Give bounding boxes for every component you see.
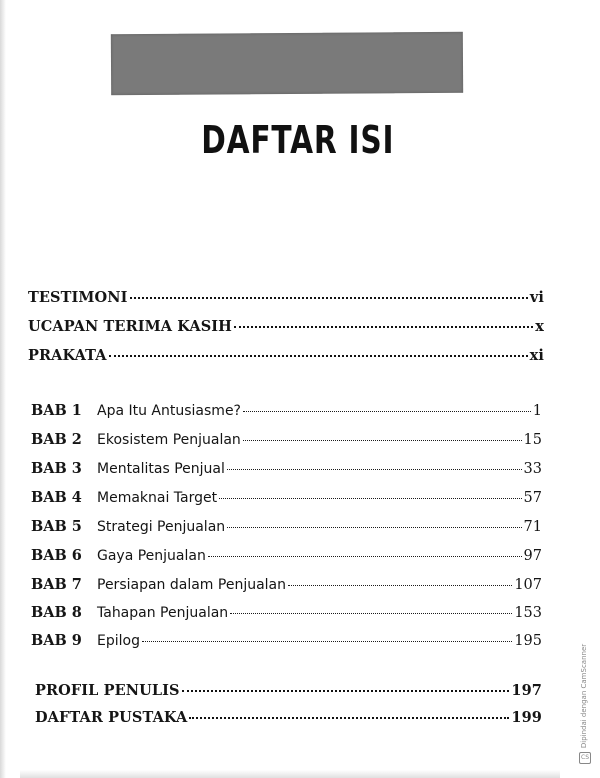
dot-leader — [130, 297, 528, 299]
chapter-number: BAB 5 — [31, 518, 82, 535]
camscanner-icon: CS — [579, 752, 591, 764]
toc-chapter-4[interactable] — [31, 489, 542, 507]
chapter-page-number: 195 — [514, 633, 542, 649]
chapter-title: Mentalitas Penjual — [97, 461, 225, 477]
toc-chapter-2[interactable] — [31, 431, 542, 449]
page-title: DAFTAR ISI — [201, 118, 395, 162]
dot-leader — [288, 585, 512, 586]
toc-page-number: vi — [529, 289, 544, 306]
toc-entry-daftar-pustaka[interactable] — [35, 709, 542, 727]
scanner-watermark-text: Dipindai dengan CamScanner — [580, 643, 588, 749]
chapter-number: BAB 4 — [31, 489, 82, 506]
dot-leader — [234, 326, 533, 328]
dot-leader — [142, 641, 512, 642]
chapter-page-number: 71 — [523, 519, 542, 535]
toc-chapter-3[interactable] — [31, 460, 542, 478]
chapter-page-number: 33 — [523, 461, 542, 477]
toc-chapter-7[interactable] — [31, 576, 542, 594]
toc-chapter-6[interactable] — [31, 547, 542, 565]
toc-chapter-1[interactable] — [31, 402, 542, 420]
page-edge — [0, 0, 6, 778]
dot-leader — [230, 613, 512, 614]
chapter-title: Memaknai Target — [97, 490, 218, 506]
chapter-number: BAB 2 — [31, 431, 82, 448]
chapter-title: Apa Itu Antusiasme? — [97, 403, 241, 419]
chapter-number: BAB 6 — [31, 547, 82, 564]
dot-leader — [189, 717, 509, 719]
dot-leader — [182, 690, 510, 692]
chapter-page-number: 57 — [523, 490, 542, 506]
toc-chapter-8[interactable] — [31, 604, 542, 622]
scanner-watermark — [577, 636, 591, 756]
chapter-title: Tahapan Penjualan — [97, 605, 229, 621]
chapter-page-number: 107 — [514, 577, 542, 593]
header-decoration-bar — [111, 32, 463, 95]
toc-entry-label: UCAPAN TERIMA KASIH — [28, 318, 232, 335]
chapter-title: Strategi Penjualan — [97, 519, 226, 535]
chapter-title: Epilog — [97, 633, 140, 649]
toc-page-number: x — [535, 318, 544, 335]
toc-page-number: xi — [529, 347, 544, 364]
dot-leader — [227, 469, 522, 470]
toc-chapter-5[interactable] — [31, 518, 542, 536]
chapter-number: BAB 1 — [31, 402, 82, 419]
chapter-number: BAB 9 — [31, 632, 82, 649]
toc-page-number: 199 — [511, 709, 542, 726]
dot-leader — [109, 355, 528, 357]
toc-entry-label: PRAKATA — [28, 347, 107, 364]
dot-leader — [227, 527, 521, 528]
scan-shadow — [20, 770, 560, 778]
toc-page-number: 197 — [511, 682, 542, 699]
toc-entry-ucapan-terima-kasih[interactable] — [28, 318, 544, 336]
toc-entry-prakata[interactable] — [28, 347, 544, 365]
chapter-title: Gaya Penjualan — [97, 548, 206, 564]
chapter-title: Ekosistem Penjualan — [97, 432, 241, 448]
dot-leader — [219, 498, 521, 499]
toc-chapter-9[interactable] — [31, 632, 542, 650]
chapter-number: BAB 3 — [31, 460, 82, 477]
chapter-page-number: 153 — [514, 605, 542, 621]
chapter-page-number: 15 — [523, 432, 542, 448]
toc-entry-profil-penulis[interactable] — [35, 682, 542, 700]
dot-leader — [243, 440, 522, 441]
toc-entry-label: TESTIMONI — [28, 289, 128, 306]
toc-entry-label: PROFIL PENULIS — [35, 682, 180, 699]
dot-leader — [208, 556, 522, 557]
chapter-number: BAB 8 — [31, 604, 82, 621]
chapter-page-number: 1 — [532, 403, 542, 419]
chapter-title: Persiapan dalam Penjualan — [97, 577, 286, 593]
chapter-page-number: 97 — [523, 548, 542, 564]
toc-entry-testimoni[interactable] — [28, 289, 544, 307]
dot-leader — [243, 411, 531, 412]
toc-entry-label: DAFTAR PUSTAKA — [35, 709, 188, 726]
chapter-number: BAB 7 — [31, 576, 82, 593]
